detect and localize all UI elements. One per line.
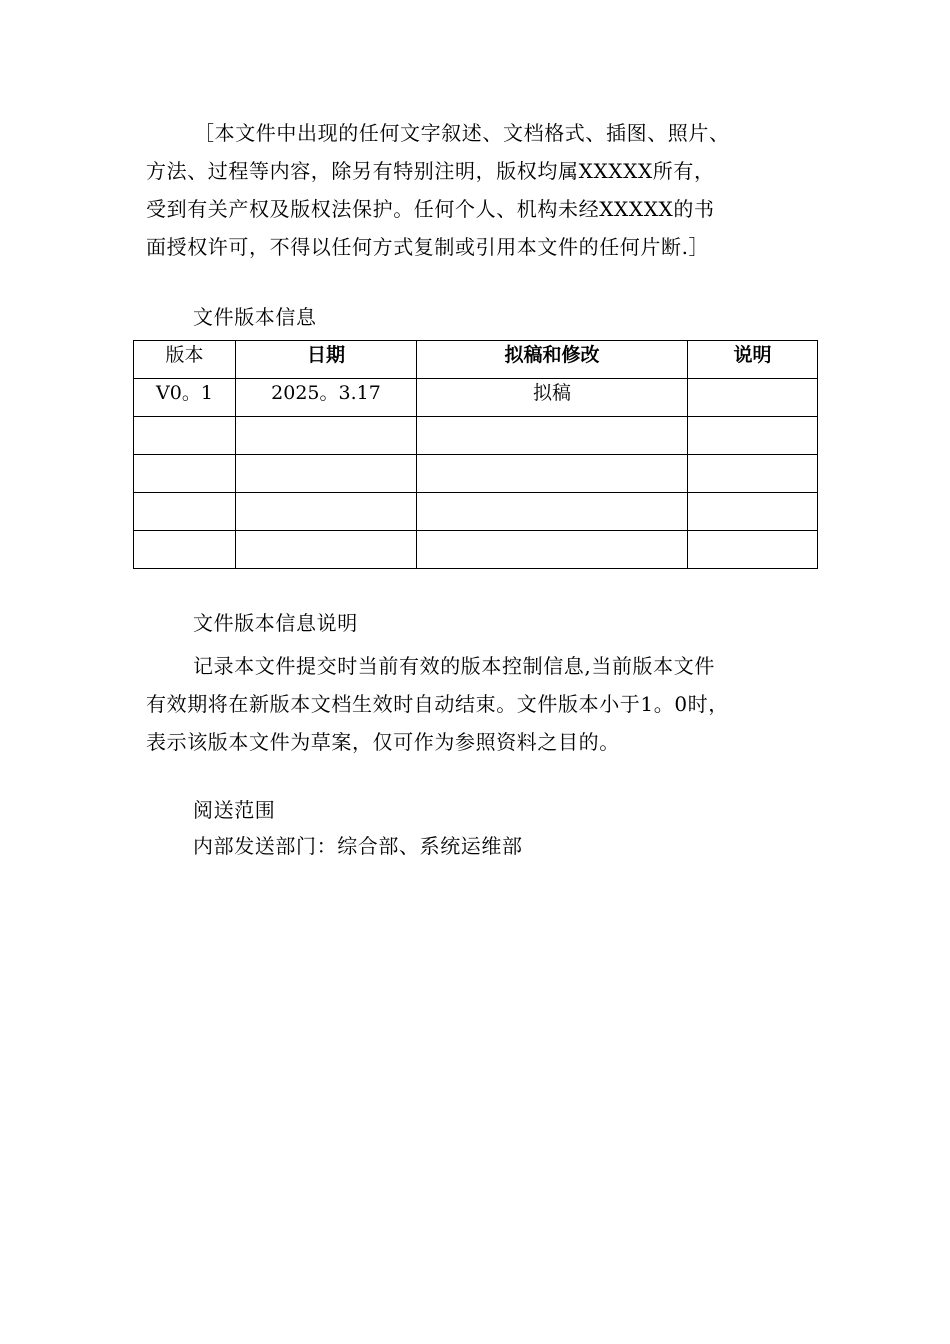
table-cell: [236, 455, 417, 493]
table-cell: [417, 531, 688, 569]
table-cell: [236, 493, 417, 531]
explanation-line: 记录本文件提交时当前有效的版本控制信息,当前版本文件: [193, 654, 715, 678]
explanation-line: 表示该版本文件为草案，仅可作为参照资料之目的。: [146, 730, 620, 754]
copyright-line: 受到有关产权及版权法保护。任何个人、机构未经XXXXX的书: [146, 197, 715, 221]
table-cell: [688, 379, 818, 417]
version-explanation-heading: 文件版本信息说明: [193, 611, 358, 635]
column-header-date: 日期: [236, 341, 417, 379]
copyright-line: 面授权许可，不得以任何方式复制或引用本文件的任何片断.］: [146, 235, 710, 259]
table-cell: [688, 455, 818, 493]
table-cell: 拟稿: [417, 379, 688, 417]
table-row: [134, 379, 818, 417]
table-cell: [134, 531, 236, 569]
column-header-notes: 说明: [688, 341, 818, 379]
copyright-line: 方法、过程等内容，除另有特别注明，版权均属XXXXX所有，: [146, 159, 715, 183]
table-cell: [134, 493, 236, 531]
table-row: [134, 417, 818, 455]
table-cell: 2025。3.17: [236, 379, 417, 417]
table-cell: [417, 417, 688, 455]
version-info-heading: 文件版本信息: [193, 305, 317, 329]
table-cell: V0。1: [134, 379, 236, 417]
table-row: [134, 455, 818, 493]
table-row: [134, 493, 818, 531]
table-row: [134, 531, 818, 569]
column-header-version: 版本: [134, 341, 236, 379]
table-cell: [236, 417, 417, 455]
copyright-line: ［本文件中出现的任何文字叙述、文档格式、插图、照片、: [194, 121, 730, 145]
distribution-heading: 阅送范围: [193, 798, 276, 822]
table-cell: [688, 493, 818, 531]
table-cell: [134, 417, 236, 455]
table-header-row: [134, 341, 818, 379]
table-cell: [417, 455, 688, 493]
version-table: [133, 340, 818, 569]
table-cell: [688, 531, 818, 569]
version-explanation-body: [146, 647, 836, 761]
table-cell: [236, 531, 417, 569]
copyright-notice: [146, 114, 826, 266]
distribution-text: 内部发送部门：综合部、系统运维部: [193, 834, 523, 858]
explanation-line: 有效期将在新版本文档生效时自动结束。文件版本小于1。0时，: [146, 692, 729, 716]
table-cell: [134, 455, 236, 493]
table-cell: [417, 493, 688, 531]
table-cell: [688, 417, 818, 455]
column-header-author: 拟稿和修改: [417, 341, 688, 379]
